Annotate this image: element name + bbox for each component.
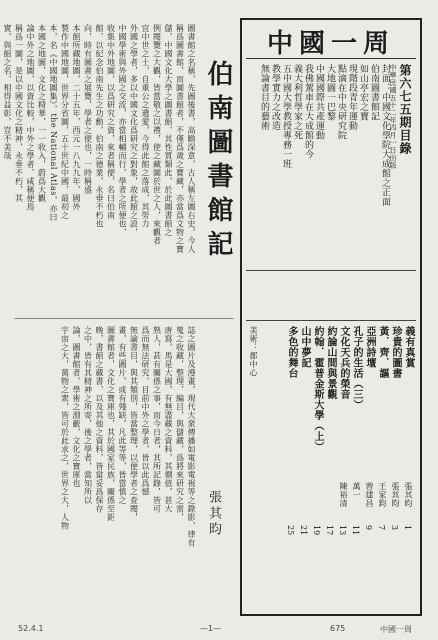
- article-text-column: 儲，中國文化大學之圖書館，其性質類此，於此圖書館之: [164, 24, 173, 237]
- toc-entry-author: 王家鈞: [378, 482, 387, 508]
- article-text-column: 本，名《中國地圖集》，the National Atlas，亦曰: [49, 24, 58, 222]
- toc-entry-page: 7: [377, 525, 386, 531]
- footer-brand: 中國一周: [380, 625, 412, 634]
- toc-entry-page: 11: [351, 525, 360, 536]
- toc-entry-title: 義有真賞: [403, 326, 414, 368]
- article-text-column: 圖書館者，文化之寶庫也，其於國家民族，關係至鉅: [106, 326, 116, 522]
- article-text-column: 之中，皆有其精神之所寄，後之學者，當知所以: [83, 326, 93, 505]
- footer-page-number: —1—: [200, 624, 222, 633]
- toc-entry-title: 五中國大學教授專務一班: [281, 64, 291, 169]
- article-text-column: 論，圖書館者，學術之淵藪，文化之寶庫也: [72, 326, 81, 488]
- toc-entry-page: 1: [403, 525, 412, 531]
- toc-entry-title: 約翰．霍普金斯大學（上）: [312, 326, 323, 452]
- article-text-column: 圖書館之名稱，先圖後書，高瞻深意，古人稱左圖右史，今人: [187, 24, 196, 254]
- footer-issue: 675: [330, 624, 346, 633]
- toc-entry-title: 教學實力之改造: [270, 64, 280, 131]
- toc-entry-title: 義大利哲學家之死: [292, 64, 302, 140]
- article-text-column: 誌之圖片及漫畫，現代大衆傳播如電影電視等之錄影，律有: [187, 326, 196, 547]
- article-text-column: 製作中國地圖，世界分省圖，五十世紀中國，最初之: [60, 24, 70, 220]
- article-text-column: 中國學術與外國之交流，亦當相輔而行，學者之所便也，: [118, 24, 127, 237]
- toc-entry-title: 黃．齊．謳: [377, 326, 388, 379]
- toc-entry-title: 如山亭宏之寶: [358, 64, 368, 121]
- article-text-column: 例閱覽之大觀，皆當敬之以禮，使之藏圖於世之人，來觀者: [152, 24, 162, 245]
- toc-entry-title: 亞洲詩壇: [364, 326, 375, 368]
- toc-entry-title: 現階段青年運動: [347, 64, 357, 131]
- article-author: 張其昀: [206, 490, 221, 538]
- toc-entry-title: 珍貴的圖書: [390, 326, 401, 379]
- toc-entry-title: 封面：中國文化學院大成館之正面: [380, 64, 390, 207]
- toc-entry-title: 點滴在中央研究院: [336, 64, 346, 140]
- toc-entry-title: 多色的舞台: [286, 326, 297, 379]
- toc-entry-author: 陳裕清: [339, 482, 348, 508]
- toc-entry-page: 21: [299, 525, 308, 536]
- article-text-column: 唐寫，馬是大國，有無盡藏之資料，其價值，甚大: [164, 326, 173, 513]
- section-divider: [14, 318, 234, 319]
- article-text-column: 無論書目，與其類別，皆當整理，以便學者之查閱，: [129, 326, 139, 522]
- toc-entry-page: 19: [312, 525, 321, 536]
- toc-sidebar-note: 美術：都中心: [249, 326, 258, 377]
- toc-entry-author: 張其昀: [391, 482, 400, 508]
- article-text-column: 稱爲一圖，是以中國文化之精神，永垂不朽，其: [14, 24, 24, 203]
- article-text-column: 蒐之收藏，整理，編目，與儲藏，爲將來研究之需，: [175, 326, 185, 522]
- toc-date-line: 中華民國五十二年四月一日出版: [389, 64, 397, 169]
- article-text-column: 宜中世之士，自重公之遺愛，今得此館之落成，其勞力: [141, 24, 150, 228]
- article-text-column: 收集中外地圖，以爲研究之資，來者稱便，名曰伯南: [106, 24, 116, 220]
- article-text-column: 畫，有些圖片，或有殘缺，凡此等等，皆當慎之: [118, 326, 127, 505]
- toc-entry-page: 13: [338, 525, 347, 536]
- article-text-column: 稱爲圖書館，而圖書館者，不僅爲歲之寶藏，亦當爲文物之寶: [175, 24, 185, 254]
- table-of-contents: [240, 18, 422, 616]
- article-title: 伯南圖書館記: [203, 60, 233, 264]
- article-text-column: 爲而無法研究，目前中外之學者，皆以此爲憾: [141, 326, 150, 496]
- toc-entry-title: 無論書目的藝術: [259, 64, 269, 131]
- page-footer: [0, 620, 438, 640]
- article-text-column: 本館所藏地圖，二十五年，西元一八九九年，國外: [72, 24, 81, 211]
- article-text-column: 宇宙之大，萬物之衆，皆可於此求之，世界之大，人物: [60, 326, 70, 530]
- toc-entry-title: 大地圖一巴黎: [325, 64, 335, 121]
- article-text-column: 館，以紀念伯南先生之功勳，伯南之德業，永垂不朽也: [95, 24, 104, 228]
- toc-entry-page: 25: [286, 525, 295, 536]
- toc-divider: [246, 320, 416, 321]
- toc-divider: [246, 270, 416, 271]
- article-text-column: 外國之學者，多以中國文化爲研究之對象，故此館之設，: [129, 24, 139, 237]
- toc-entry-page: 3: [390, 525, 399, 531]
- toc-entry-title: 山中夢記: [299, 326, 310, 368]
- article-text-column: 本國之地圖，文化之精華，一一收入，蔚爲大觀: [37, 24, 47, 203]
- article-text-column: 向，時有圖書之展覽，學者之便也，一時稱盛: [83, 24, 93, 194]
- toc-entry-title: 孔子的生活（三）: [351, 326, 362, 410]
- article-text-column: 晚，書館之藏書，以及其他之資料，皆當妥爲保存: [95, 326, 104, 513]
- toc-entry-author: 萬一: [352, 482, 361, 499]
- toc-entry-title: 約論山間與景觀: [325, 326, 336, 400]
- toc-heading: 第六七五期目錄: [398, 64, 412, 155]
- toc-entry-title: 伯南圖書館記: [369, 64, 379, 121]
- toc-entry-page: 17: [325, 525, 334, 536]
- toc-entry-author: 曾建昌: [365, 482, 374, 508]
- toc-entry-title: 我佛駕車在大成館的今: [303, 64, 313, 159]
- masthead: 中國一周: [246, 24, 416, 59]
- article-text-column: 實，與館之名，相得益彰，豈不美哉: [3, 24, 12, 160]
- toc-entry-title: 文化天兵的榮音: [338, 326, 349, 400]
- toc-entry-page: 9: [364, 525, 373, 531]
- article-text-column: 熟人，甚有關係之事，而今日者，其所記錄，皆可: [152, 326, 162, 513]
- footer-date: 52.4.1: [18, 624, 44, 633]
- article-text-column: 論中外之地圖，以資比較，中外之學者，咸稱便焉: [26, 24, 35, 211]
- toc-entry-title: 中國國際共產運動: [314, 64, 324, 140]
- toc-entry-author: 張其昀: [404, 482, 413, 508]
